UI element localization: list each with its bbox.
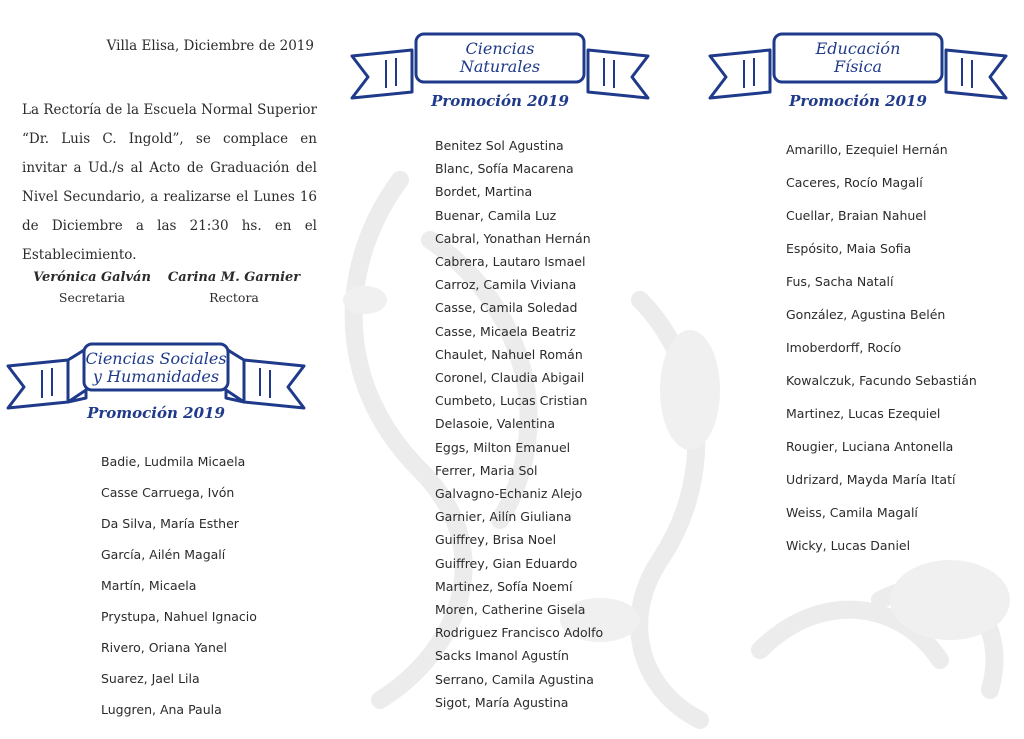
title-line: Naturales: [459, 57, 541, 76]
section-title: [68, 346, 244, 390]
student-name: Sacks Imanol Agustín: [435, 648, 569, 664]
title-line: Física: [833, 57, 883, 76]
signature-role: Rectora: [209, 290, 259, 305]
student-name: Prystupa, Nahuel Ignacio: [101, 609, 257, 624]
student-name: Chaulet, Nahuel Román: [435, 346, 583, 362]
student-name: Bordet, Martina: [435, 184, 533, 200]
invitation-panel: [22, 38, 322, 328]
student-name: Cabral, Yonathan Hernán: [435, 230, 591, 246]
student-name: Martinez, Sofía Noemí: [435, 578, 573, 594]
banner-educacion-fisica: [708, 30, 1008, 128]
signature-name: Carina M. Garnier: [167, 270, 301, 285]
section-title: [770, 36, 946, 80]
student-name: Cuellar, Braian Nahuel: [786, 208, 927, 223]
student-name: Garnier, Ailín Giuliana: [435, 509, 572, 525]
student-name: Weiss, Camila Magalí: [786, 505, 918, 520]
student-list-sociales: [101, 446, 257, 725]
signature-secretaria: [22, 270, 162, 305]
student-name: Serrano, Camila Agustina: [435, 671, 594, 687]
student-name: Cabrera, Lautaro Ismael: [435, 254, 586, 270]
student-name: Guiffrey, Gian Eduardo: [435, 555, 578, 571]
date-line: Villa Elisa, Diciembre de 2019: [106, 38, 314, 54]
student-name: Rodriguez Francisco Adolfo: [435, 625, 604, 641]
student-name: Kowalczuk, Facundo Sebastián: [786, 373, 977, 388]
student-name: Casse, Micaela Beatriz: [435, 323, 576, 339]
student-name: Carroz, Camila Viviana: [435, 277, 577, 293]
student-list-fisica: [786, 133, 977, 562]
student-name: Udrizard, Mayda María Itatí: [786, 472, 956, 487]
title-line: Ciencias Sociales: [85, 349, 227, 368]
student-name: Wicky, Lucas Daniel: [786, 538, 911, 553]
invitation-text: La Rectoría de la Escuela Normal Superior “Dr. Luis C. Ingold”, se complace en invitar a Ud./s al Acto de Graduación del Nivel Secundario, a realizarse el Lunes 16 de Diciembre a las 21:30 hs. en el Establecimiento.: [22, 102, 317, 263]
student-name: Guiffrey, Brisa Noel: [435, 532, 557, 548]
title-line: Educación: [815, 39, 901, 58]
signature-role: Secretaria: [58, 290, 126, 305]
signature-rectora: [164, 270, 304, 305]
promo-label: Promoción 2019: [431, 92, 569, 110]
student-name: Coronel, Claudia Abigail: [435, 370, 585, 386]
student-name: Casse Carruega, Ivón: [101, 485, 235, 500]
student-name: Benitez Sol Agustina: [435, 138, 564, 153]
promo-label: Promoción 2019: [87, 404, 225, 422]
promo-label: Promoción 2019: [789, 92, 927, 110]
student-name: Rougier, Luciana Antonella: [786, 439, 954, 454]
student-name: Martín, Micaela: [101, 578, 197, 593]
student-name: Da Silva, María Esther: [101, 516, 239, 531]
student-name: Martinez, Lucas Ezequiel: [786, 406, 941, 421]
title-line: Ciencias: [465, 39, 535, 58]
banner-ciencias-sociales: [6, 340, 306, 438]
student-name: Blanc, Sofía Macarena: [435, 161, 574, 177]
student-name: Rivero, Oriana Yanel: [101, 640, 228, 655]
student-list-naturales: [435, 134, 603, 714]
student-name: Fus, Sacha Natalí: [786, 274, 894, 289]
student-name: Caceres, Rocío Magalí: [786, 175, 923, 190]
student-name: Galvagno-Echaniz Alejo: [435, 486, 583, 502]
student-name: Casse, Camila Soledad: [435, 300, 578, 316]
section-title: [412, 36, 588, 80]
student-name: González, Agustina Belén: [786, 307, 946, 322]
student-name: Badie, Ludmila Micaela: [101, 454, 246, 469]
student-name: Delasoie, Valentina: [435, 416, 556, 432]
title-line: y Humanidades: [92, 367, 220, 386]
student-name: Amarillo, Ezequiel Hernán: [786, 142, 948, 157]
student-name: Luggren, Ana Paula: [101, 702, 222, 717]
student-name: Sigot, María Agustina: [435, 694, 569, 710]
student-name: Cumbeto, Lucas Cristian: [435, 393, 588, 409]
student-name: Espósito, Maia Sofia: [786, 241, 912, 256]
student-name: Buenar, Camila Luz: [435, 207, 557, 223]
student-name: Imoberdorff, Rocío: [786, 340, 902, 355]
student-name: Ferrer, Maria Sol: [435, 462, 538, 478]
signature-name: Verónica Galván: [33, 270, 151, 285]
student-name: Moren, Catherine Gisela: [435, 602, 586, 618]
student-name: Eggs, Milton Emanuel: [435, 439, 571, 455]
student-name: García, Ailén Magalí: [101, 547, 226, 562]
student-name: Suarez, Jael Lila: [101, 671, 200, 686]
banner-ciencias-naturales: [350, 30, 650, 128]
